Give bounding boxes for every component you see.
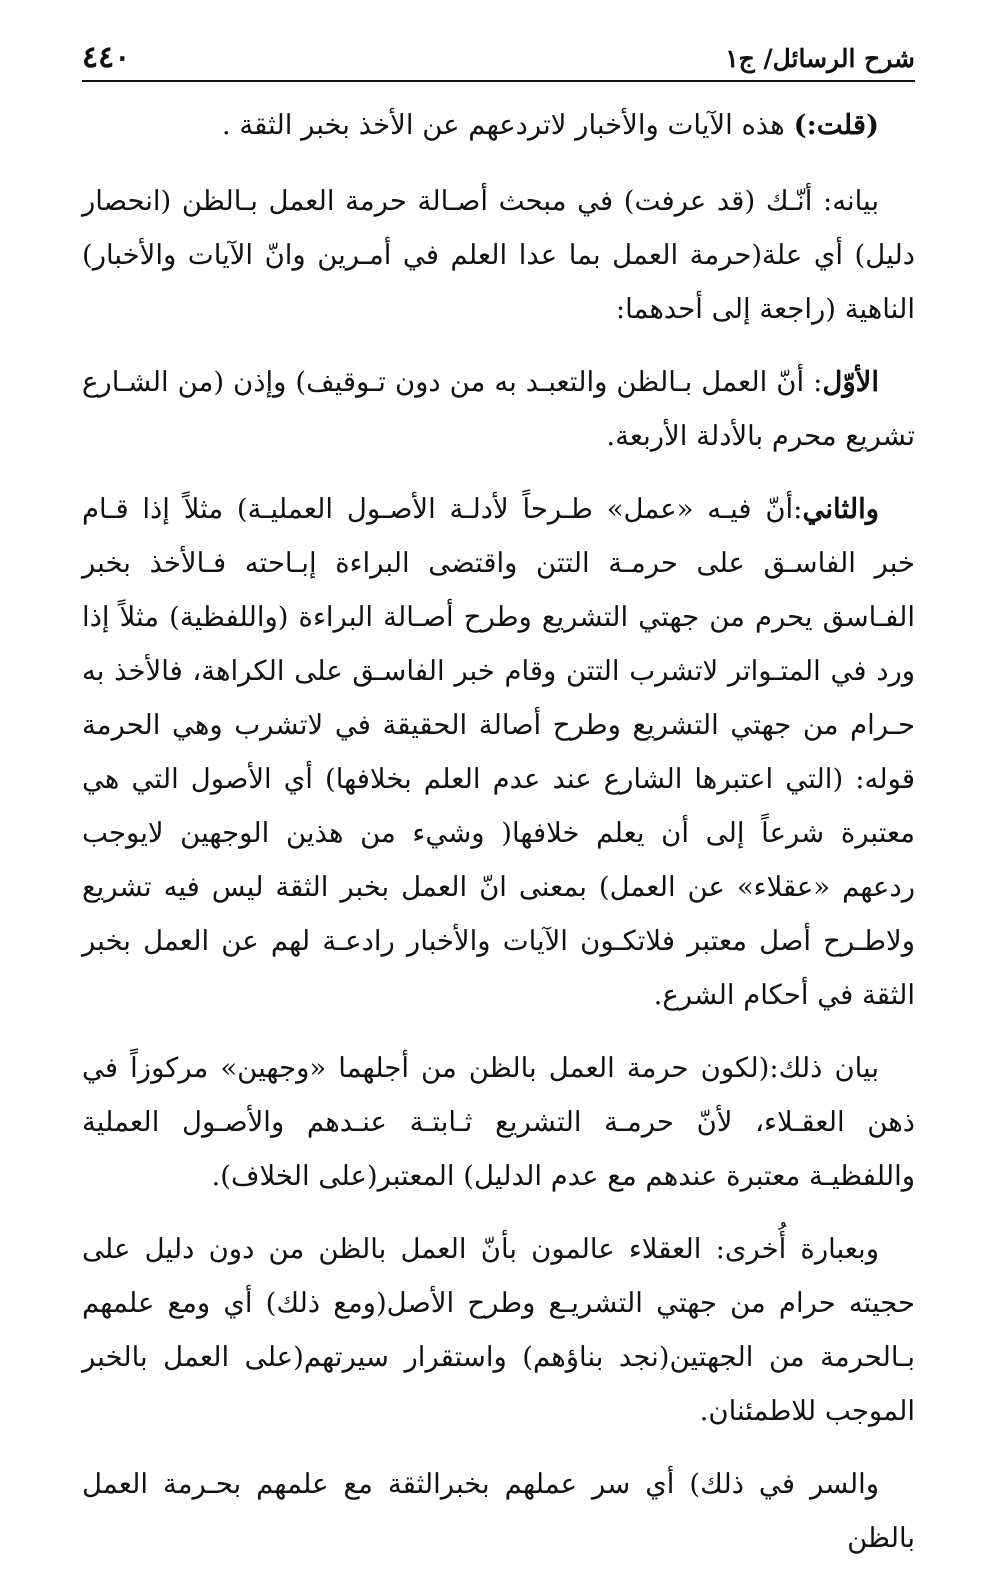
- running-title: شرح الرسائل/ ج١: [725, 44, 915, 73]
- paragraph-second-reason: [82, 482, 915, 1022]
- paragraph-explanation: [82, 174, 915, 336]
- paragraph-text: والسر في ذلك) أي سر عملهم بخبرالثقة مع علمهم بحـرمة العمل بالظن: [82, 1468, 915, 1554]
- paragraph-first-reason: [82, 355, 915, 463]
- paragraph-clarification: [82, 1041, 915, 1203]
- paragraph-text: :أنّ فيـه «عمل» طـرحاً لأدلـة الأصـول العمليـة) مثلاً إذا قـام خبر الفاسـق على حرمـة التتن واقتضى البراءة إبـاحته فـالأخذ بخبر الفـاسق يحرم من جهتي التشريع وطرح أصـالة البراءة (واللفظية) مثلاً إذا ورد في المتـواتر لاتشرب التتن وقام خبر الفاسـق على الكراهة، فالأخذ به حـرام من جهتي التشريع وطرح أصالة الحقيقة في لاتشرب وهي الحرمة قوله: (التي اعتبرها الشارع عند عدم العلم بخلافها) أي الأصول التي هي معتبرة شرعاً إلى أن يعلم خلافها( وشيء من هذين الوجهين لايوجب ردعهم «عقلاء» عن العمل) بمعنى انّ العمل بخبر الثقة ليس فيه تشريع ولاطـرح أصل معتبر فلاتكـون الآيات والأخبار رادعـة لهم عن العمل بخبر الثقة في أحكام الشرع.: [82, 493, 915, 1011]
- paragraph-lead: الأوّل: [822, 366, 879, 398]
- paragraph-lead: والثاني: [802, 493, 879, 525]
- paragraph-text: هذه الآيات والأخبار لاتردعهم عن الأخذ بخبر الثقة .: [221, 109, 794, 141]
- page-header: [82, 34, 915, 82]
- paragraph-text: وبعبارة أُخرى: العقلاء عالمون بأنّ العمل بالظن من دون دليل على حجيته حرام من جهتي التشريـع وطرح الأصل(ومع ذلك) أي ومع علمهم بـالحرمة من الجهتين(نجد بناؤهم) واستقرار سيرتهم(على العمل بالخبر الموجب للاطمئنان.: [82, 1233, 915, 1427]
- page-number: ٤٤٠: [82, 40, 131, 75]
- paragraph-text: بيان ذلك:(لكون حرمة العمل بالظن من أجلهما «وجهين» مركوزاً في ذهن العقـلاء، لأنّ حرمـة التشريع ثـابتـة عنـدهم والأصـول العملية واللفظيـة معتبرة عندهم مع عدم الدليل) المعتبر(على الخلاف).: [82, 1052, 915, 1192]
- paragraph-text: : أنّ العمل بـالظن والتعبـد به من دون تـوقيف) وإذن (من الشـارع تشريع محرم بالأدلة الأربعة.: [82, 366, 915, 452]
- paragraph-secret: [82, 1457, 915, 1565]
- paragraph-lead: (قلت:): [793, 109, 879, 141]
- page-body: [82, 98, 915, 1584]
- paragraph-qultu: [82, 98, 915, 152]
- paragraph-text: بيانه: أنّـك (قد عرفت) في مبحث أصـالة حرمة العمل بـالظن (انحصار دليل) أي علة(حرمة العمل بما عدا العلم في أمـرين وانّ الآيات والأخبار) الناهية (راجعة إلى أحدهما:: [82, 185, 915, 325]
- paragraph-restatement: [82, 1222, 915, 1438]
